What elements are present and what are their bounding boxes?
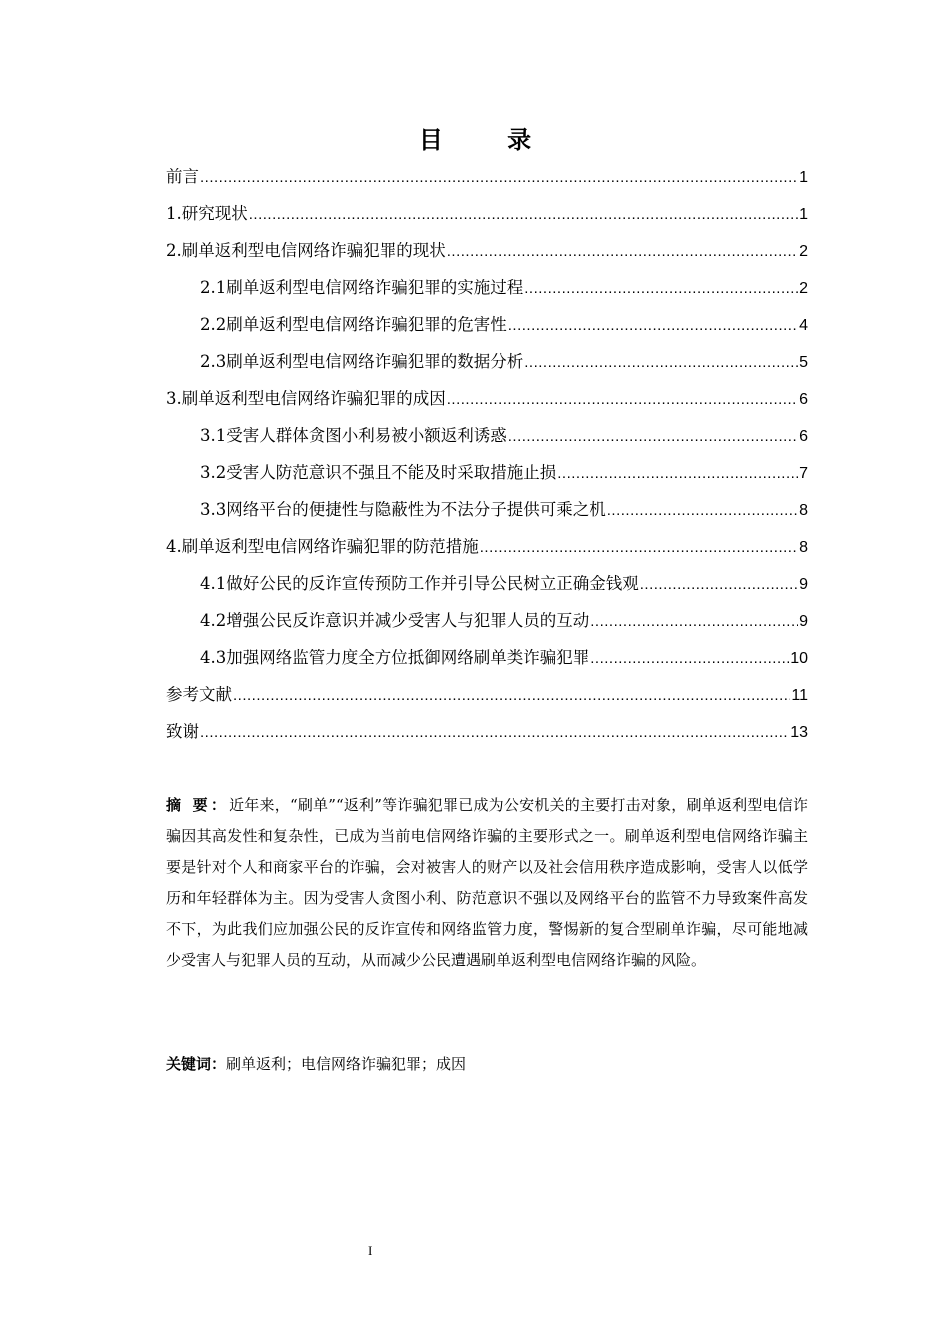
toc-entry-page: 6 bbox=[799, 428, 808, 445]
toc-entry-label: 致谢 bbox=[166, 722, 199, 741]
table-of-contents bbox=[166, 162, 808, 754]
toc-entry[interactable] bbox=[166, 384, 808, 421]
toc-entry[interactable] bbox=[166, 273, 808, 310]
toc-leader-dots bbox=[524, 349, 798, 377]
toc-entry[interactable] bbox=[166, 680, 808, 717]
toc-entry-page: 4 bbox=[799, 317, 808, 334]
toc-entry-page: 8 bbox=[799, 502, 808, 519]
toc-entry-label: 1.研究现状 bbox=[166, 204, 248, 223]
toc-entry[interactable] bbox=[166, 199, 808, 236]
toc-leader-dots bbox=[508, 312, 798, 340]
toc-leader-dots bbox=[607, 497, 798, 525]
toc-entry-label: 3.2受害人防范意识不强且不能及时采取措施止损 bbox=[200, 463, 557, 482]
toc-entry-label: 4.2增强公民反诈意识并减少受害人与犯罪人员的互动 bbox=[200, 611, 590, 630]
toc-entry-page: 2 bbox=[799, 243, 808, 260]
toc-leader-dots bbox=[447, 238, 798, 266]
toc-entry-page: 9 bbox=[799, 613, 808, 630]
toc-entry[interactable] bbox=[166, 421, 808, 458]
toc-entry-page: 13 bbox=[790, 724, 808, 741]
toc-entry-page: 11 bbox=[791, 687, 808, 704]
toc-title: 目 录 bbox=[418, 125, 560, 154]
toc-entry-page: 1 bbox=[799, 206, 808, 223]
toc-leader-dots bbox=[249, 201, 798, 229]
toc-entry-label: 前言 bbox=[166, 167, 199, 186]
toc-leader-dots bbox=[557, 460, 798, 488]
toc-entry[interactable] bbox=[166, 717, 808, 754]
toc-entry-page: 1 bbox=[799, 169, 808, 186]
toc-entry[interactable] bbox=[166, 458, 808, 495]
toc-entry-page: 6 bbox=[799, 391, 808, 408]
toc-entry[interactable] bbox=[166, 495, 808, 532]
toc-entry-label: 3.刷单返利型电信网络诈骗犯罪的成因 bbox=[166, 389, 446, 408]
toc-leader-dots bbox=[480, 534, 798, 562]
abstract-text: 近年来，“刷单”“返利”等诈骗犯罪已成为公安机关的主要打击对象，刷单返利型电信诈骗因其高发性和复杂性，已成为当前电信网络诈骗的主要形式之一。刷单返利型电信网络诈骗主要是针对个人和商家平台的诈骗，会对被害人的财产以及社会信用秩序造成影响，受害人以低学历和年轻群体为主。因为受害人贪图小利、防范意识不强以及网络平台的监管不力导致案件高发不下，为此我们应加强公民的反诈宣传和网络监管力度，警惕新的复合型刷单诈骗，尽可能地减少受害人与犯罪人员的互动，从而减少公民遭遇刷单返利型电信网络诈骗的风险。 bbox=[166, 796, 808, 969]
toc-entry[interactable] bbox=[166, 532, 808, 569]
toc-leader-dots bbox=[200, 719, 789, 747]
toc-leader-dots bbox=[524, 275, 798, 303]
toc-entry-label: 2.刷单返利型电信网络诈骗犯罪的现状 bbox=[166, 241, 446, 260]
toc-entry-page: 5 bbox=[799, 354, 808, 371]
toc-leader-dots bbox=[640, 571, 798, 599]
abstract bbox=[166, 790, 808, 976]
toc-leader-dots bbox=[200, 164, 798, 192]
keywords-text: 刷单返利；电信网络诈骗犯罪；成因 bbox=[226, 1055, 467, 1073]
toc-leader-dots bbox=[590, 645, 789, 673]
toc-entry[interactable] bbox=[166, 347, 808, 384]
toc-entry-label: 2.3刷单返利型电信网络诈骗犯罪的数据分析 bbox=[200, 352, 524, 371]
toc-entry[interactable] bbox=[166, 236, 808, 273]
toc-entry-label: 参考文献 bbox=[166, 685, 232, 704]
toc-leader-dots bbox=[508, 423, 798, 451]
toc-entry-page: 7 bbox=[799, 465, 808, 482]
toc-entry[interactable] bbox=[166, 569, 808, 606]
keywords bbox=[166, 1050, 808, 1078]
toc-entry[interactable] bbox=[166, 606, 808, 643]
abstract-label: 摘 要： bbox=[166, 796, 230, 814]
toc-entry-label: 3.1受害人群体贪图小利易被小额返利诱惑 bbox=[200, 426, 507, 445]
keywords-label: 关键词： bbox=[166, 1055, 227, 1073]
toc-entry-label: 3.3网络平台的便捷性与隐蔽性为不法分子提供可乘之机 bbox=[200, 500, 606, 519]
toc-entry-label: 2.1刷单返利型电信网络诈骗犯罪的实施过程 bbox=[200, 278, 524, 297]
toc-leader-dots bbox=[590, 608, 798, 636]
toc-leader-dots bbox=[447, 386, 798, 414]
toc-entry-label: 4.刷单返利型电信网络诈骗犯罪的防范措施 bbox=[166, 537, 479, 556]
toc-entry[interactable] bbox=[166, 162, 808, 199]
toc-entry-page: 2 bbox=[799, 280, 808, 297]
toc-leader-dots bbox=[233, 682, 790, 710]
toc-entry-page: 8 bbox=[799, 539, 808, 556]
toc-entry-label: 4.1做好公民的反诈宣传预防工作并引导公民树立正确金钱观 bbox=[200, 574, 639, 593]
toc-entry-label: 4.3加强网络监管力度全方位抵御网络刷单类诈骗犯罪 bbox=[200, 648, 590, 667]
toc-entry-label: 2.2刷单返利型电信网络诈骗犯罪的危害性 bbox=[200, 315, 507, 334]
toc-entry[interactable] bbox=[166, 310, 808, 347]
toc-entry-page: 9 bbox=[799, 576, 808, 593]
toc-entry[interactable] bbox=[166, 643, 808, 680]
page-number: I bbox=[368, 1243, 373, 1258]
toc-entry-page: 10 bbox=[790, 650, 808, 667]
